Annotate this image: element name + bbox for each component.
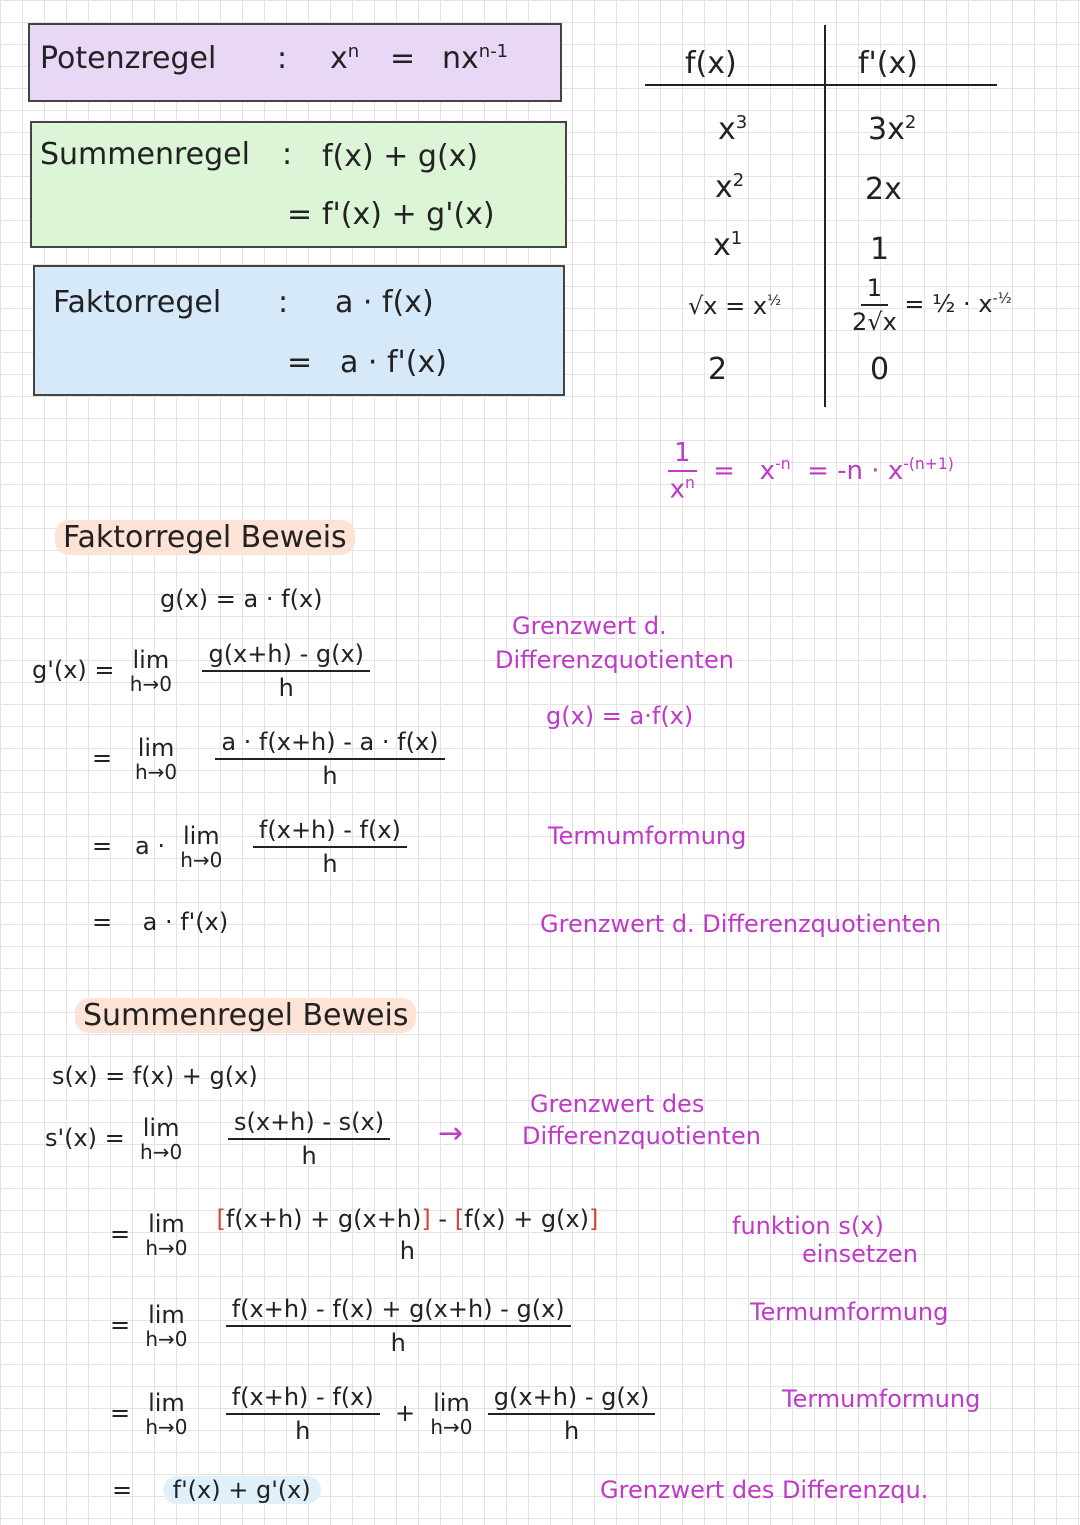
table-cell-fprime: $\frac{1}{2√x}$ = ½ · $x^{-\frac{1}{2}}$ <box>852 274 1012 336</box>
table-cell-fprime: 1 <box>870 232 890 267</box>
faktor-step3: = a · lim h→0 $\frac{f(x+h) - f(x)}{h}$ <box>92 816 407 878</box>
summen-step2: = lim h→0 [f(x+h) + g(x+h)] - [f(x) + g(x)] h <box>110 1205 599 1265</box>
summen-note2-line1: funktion s(x) <box>732 1212 884 1240</box>
summen-note3: Termumformung <box>750 1298 949 1326</box>
table-cell-f: $x^1$ <box>713 228 743 263</box>
colon: : <box>278 285 289 320</box>
faktor-line2: a · f'(x) <box>340 345 447 380</box>
table-cell-f: $x^3$ <box>718 112 748 147</box>
summen-step1: s'(x) = lim h→0 $\frac{s(x+h) - s(x)}{h}$ <box>45 1108 390 1170</box>
table-cell-fprime: 2x <box>865 172 902 207</box>
equals: = <box>287 197 313 232</box>
negative-exponent-note: $\frac{1}{x^n}$ = $x^{-n} = -n \cdot x^{-(n+1)}$ <box>669 438 954 505</box>
table-cell-fprime: 0 <box>870 352 890 387</box>
summen-note2-line2: einsetzen <box>802 1240 918 1268</box>
summen-step4: = lim h→0 $\frac{f(x+h) - f(x)}{h}$ + lim h→0 $\frac{g(x+h) - g(x)}{h}$ <box>110 1383 655 1445</box>
potenz-lhs: $x^n$ <box>330 41 360 76</box>
table-cell-fprime: $3x^2$ <box>868 112 917 147</box>
table-cell-f: $√x = x^{\frac{1}{2}}$ <box>688 292 782 320</box>
summen-step3: = lim h→0 $\frac{f(x+h) - f(x) + g(x+h) - g(x)}{h}$ <box>110 1295 571 1357</box>
summen-note5: Grenzwert des Differenzqu. <box>600 1476 929 1504</box>
summenregel-box <box>30 121 567 248</box>
faktor-line1: a · f(x) <box>335 285 434 320</box>
table-header-f: f(x) <box>685 46 737 81</box>
summen-note1-line1: Grenzwert des <box>530 1090 705 1118</box>
equals: = <box>287 345 313 380</box>
summen-note4: Termumformung <box>782 1385 981 1413</box>
table-cell-f: 2 <box>708 352 728 387</box>
summen-line1: f(x) + g(x) <box>322 139 479 174</box>
table-cell-f: $x^2$ <box>715 170 745 205</box>
faktor-note1-line2: Differenzquotienten <box>495 646 734 674</box>
summen-definition: s(x) = f(x) + g(x) <box>52 1062 258 1090</box>
summenregel-beweis-title: Summenregel Beweis <box>75 998 416 1033</box>
faktor-note3: Grenzwert d. Differenzquotienten <box>540 910 942 938</box>
potenz-rhs: $nx^{n-1}$ <box>442 41 509 76</box>
potenzregel-label: Potenzregel <box>40 41 217 76</box>
faktor-definition: g(x) = a · f(x) <box>160 585 323 613</box>
faktor-note1-line1: Grenzwert d. <box>512 612 667 640</box>
faktor-step2: = lim h→0 $\frac{a \cdot f(x+h) - a \cdot f(x)}{h}$ <box>92 728 445 790</box>
faktor-step4: = a · f'(x) <box>92 908 229 936</box>
faktorregel-beweis-title: Faktorregel Beweis <box>55 520 355 555</box>
potenzregel-box <box>28 23 562 102</box>
arrow-icon: → <box>438 1116 464 1151</box>
summen-line2: f'(x) + g'(x) <box>322 197 495 232</box>
summenregel-label: Summenregel <box>40 137 250 172</box>
faktor-note2: Termumformung <box>548 822 747 850</box>
faktor-note1-line3: g(x) = a·f(x) <box>546 702 694 730</box>
summen-note1-line2: Differenzquotienten <box>522 1122 761 1150</box>
faktor-step1: g'(x) = lim h→0 $\frac{g(x+h) - g(x)}{h}$ <box>32 640 370 702</box>
table-header-fprime: f'(x) <box>858 46 918 81</box>
faktorregel-box <box>33 265 565 396</box>
equals: = <box>390 41 416 76</box>
summen-result: = f'(x) + g'(x) <box>112 1476 321 1504</box>
faktorregel-label: Faktorregel <box>53 285 222 320</box>
colon: : <box>277 41 288 76</box>
colon: : <box>282 137 293 172</box>
